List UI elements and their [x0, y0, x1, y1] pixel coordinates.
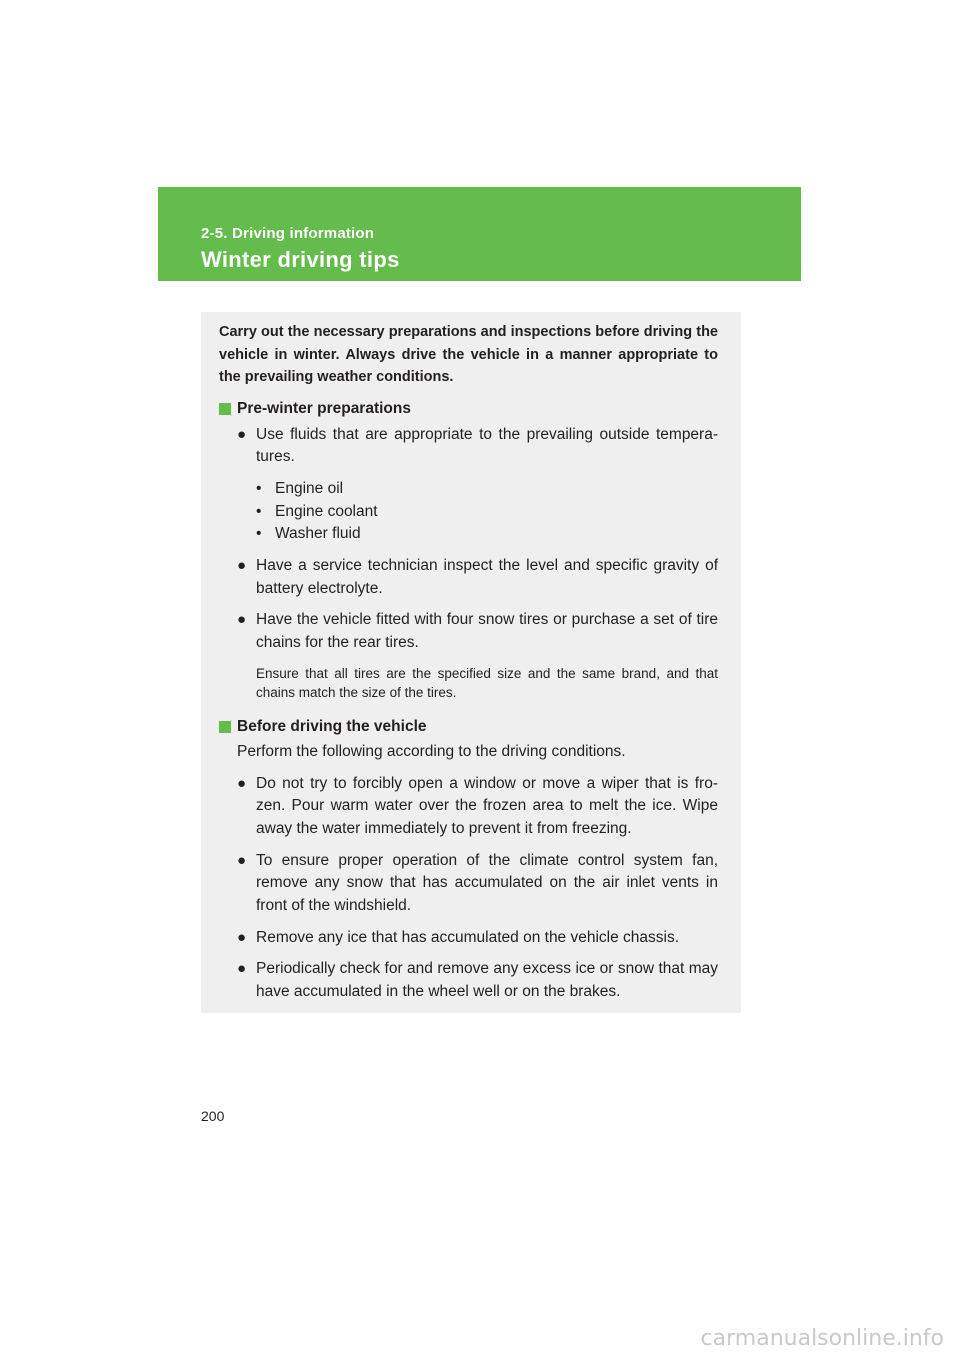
bullet-frozen-window [219, 773, 718, 841]
intro-text: Carry out the necessary preparations and inspections before driving the vehicle in winter. Always drive the vehicle in a manner appropriate to the prevailing weather conditions. [219, 324, 718, 385]
fluid-list [219, 478, 718, 546]
bullet-climate-fan [219, 850, 718, 918]
green-square-icon [219, 721, 231, 733]
watermark: carmanualsonline.info [700, 1326, 944, 1351]
list-item [256, 501, 718, 524]
bullet-battery-text: Have a service technician inspect the level and specific gravity of battery electrolyte. [256, 557, 718, 597]
bullet-tires [219, 609, 718, 654]
heading-before-driving [219, 716, 718, 738]
sub-bullet-icon: • [256, 479, 262, 497]
bullet-chassis-ice [219, 927, 718, 950]
bullet-climate-fan-text: To ensure proper operation of the climate control system fan, remove any snow that has accumulated on the air inlet vents in front of the windshield. [256, 851, 718, 915]
before-driving-intro: Perform the following according to the driving conditions. [237, 742, 626, 760]
green-square-icon [219, 403, 231, 415]
section-label: 2-5. Driving information [201, 225, 375, 242]
content-box [201, 312, 741, 1013]
list-item-text: Washer fluid [275, 525, 361, 543]
bullet-fluids [219, 424, 718, 469]
bullet-frozen-window-text: Do not try to forcibly open a window or move a wiper that is fro-zen. Pour warm water over the frozen area to melt the ice. Wipe away the water immediately to prevent it from freezing. [256, 774, 718, 837]
sub-bullet-icon: • [256, 502, 262, 520]
bullet-battery [219, 555, 718, 600]
bullet-wheel-well [219, 958, 718, 1003]
bullet-icon: ● [237, 774, 247, 792]
bullet-tires-text: Have the vehicle fitted with four snow tires or purchase a set of tire chains for the rear tires. [256, 611, 718, 652]
bullet-icon: ● [237, 928, 247, 946]
list-item-text: Engine coolant [275, 502, 378, 520]
heading-pre-winter [219, 398, 718, 420]
list-item [256, 523, 718, 546]
bullet-icon: ● [237, 557, 247, 575]
bullet-icon: ● [237, 425, 247, 443]
bullet-wheel-well-text: Periodically check for and remove any excess ice or snow that may have accumulated in the wheel well or on the brakes. [256, 960, 718, 1001]
bullet-icon: ● [237, 611, 247, 629]
sub-bullet-icon: • [256, 525, 262, 543]
heading-before-driving-label: Before driving the vehicle [237, 717, 427, 735]
bullet-icon: ● [237, 960, 247, 978]
tires-note: Ensure that all tires are the specified size and the same brand, and that chains match the size of the tires. [256, 665, 718, 701]
page-title: Winter driving tips [201, 247, 400, 272]
page-number: 200 [201, 1108, 225, 1124]
bullet-chassis-ice-text: Remove any ice that has accumulated on the vehicle chassis. [256, 928, 680, 946]
bullet-fluids-text: Use fluids that are appropriate to the prevailing outside tempera-tures. [256, 425, 718, 466]
list-item-text: Engine oil [275, 479, 344, 497]
list-item [256, 478, 718, 501]
header-band [158, 187, 801, 281]
bullet-icon: ● [237, 851, 247, 869]
heading-pre-winter-label: Pre-winter preparations [237, 399, 411, 417]
